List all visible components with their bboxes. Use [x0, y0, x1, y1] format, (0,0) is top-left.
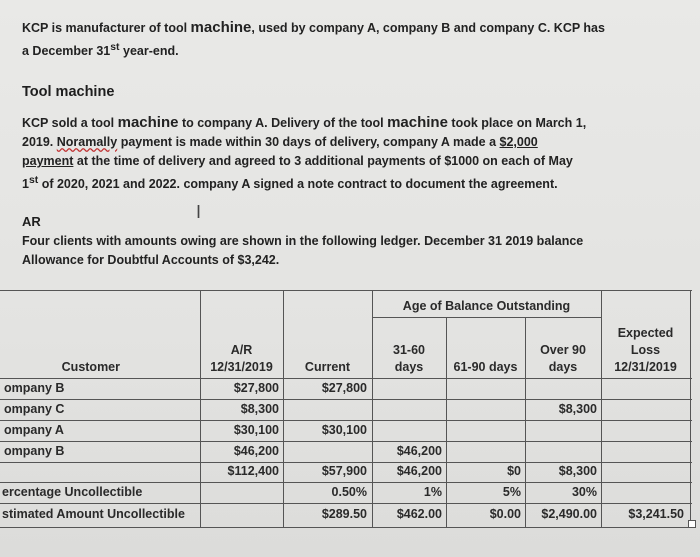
tm-underlined-text: payment — [22, 154, 74, 168]
est-expected-loss: $3,241.50 — [628, 507, 684, 521]
est-current: $289.50 — [321, 507, 367, 521]
header-line: A/R — [230, 343, 253, 357]
tm-text: machine — [387, 114, 448, 131]
grid-line — [690, 291, 691, 528]
resize-handle[interactable] — [688, 520, 696, 528]
customer-cell: ompany B — [4, 381, 65, 395]
header-line: Expected — [617, 326, 674, 340]
customer-cell: ompany B — [4, 444, 65, 458]
grid-line — [0, 503, 692, 504]
tm-text: 1 — [22, 177, 29, 192]
grid-line — [0, 420, 692, 421]
customer-cell: ompany C — [4, 402, 65, 416]
total-current: $57,900 — [321, 464, 367, 478]
tm-text: at the time of delivery and agreed to 3 additional payments of $1000 on each of May — [73, 154, 573, 168]
est-over-90: $2,490.00 — [541, 507, 597, 521]
intro-text: year-end. — [119, 44, 179, 59]
ar-text: Allowance for Doubtful Accounts of $3,242. — [22, 253, 280, 267]
tm-sup: st — [28, 175, 39, 186]
tm-text: took place on March 1, — [447, 116, 587, 130]
header-line: Loss — [630, 343, 661, 357]
ar-cell: $46,200 — [233, 444, 279, 458]
tool-machine-heading: Tool machine — [22, 84, 115, 100]
tm-underlined-text: $2,000 — [499, 135, 538, 149]
grid-line — [0, 441, 692, 442]
current-cell: $27,800 — [321, 381, 367, 395]
grid-line — [0, 399, 692, 400]
ar-paragraph — [22, 232, 662, 270]
age-group-header: Age of Balance Outstanding — [402, 299, 571, 313]
total-31-60: $46,200 — [396, 464, 442, 478]
intro-sup: st — [110, 42, 120, 53]
tm-text: to company A. Delivery of the tool — [178, 116, 388, 130]
ar-heading: AR — [22, 214, 41, 229]
pct-current: 0.50% — [331, 485, 367, 499]
grid-line — [0, 482, 692, 483]
tool-machine-paragraph — [22, 113, 662, 194]
tm-text: KCP sold a tool — [22, 116, 118, 130]
total-ar: $112,400 — [227, 464, 279, 478]
ar-cell: $30,100 — [233, 423, 279, 437]
current-header: Current — [304, 360, 351, 374]
grid-line — [0, 527, 692, 528]
header-line: 12/31/2019 — [210, 360, 273, 374]
days-31-60-cell: $46,200 — [396, 444, 442, 458]
customer-cell: ompany A — [4, 423, 64, 437]
tm-text: payment is made within 30 days of delivery, company A made a — [117, 135, 500, 149]
est-uncollectible-label: stimated Amount Uncollectible — [2, 507, 185, 521]
intro-text: , used by company A, company B and company C. KCP has — [251, 21, 605, 35]
expected-loss-header — [601, 325, 690, 376]
ar-text: Four clients with amounts owing are shown in the following ledger. December 31 2019 balance — [22, 234, 584, 248]
header-line: 31-60 — [393, 343, 425, 357]
grid-line — [0, 378, 692, 379]
grid-line — [372, 317, 601, 318]
total-over-90: $8,300 — [558, 464, 597, 478]
current-cell: $30,100 — [321, 423, 367, 437]
est-31-60: $462.00 — [396, 507, 442, 521]
tm-text: machine — [117, 114, 179, 131]
est-61-90: $0.00 — [489, 507, 521, 521]
ar-header — [200, 342, 283, 376]
intro-paragraph — [22, 18, 682, 61]
days-61-90-header: 61-90 days — [453, 360, 518, 374]
header-line: Over 90 — [540, 343, 586, 357]
customer-header: Customer — [61, 360, 120, 374]
days-31-60-header — [372, 342, 446, 376]
intro-text: machine — [190, 19, 252, 36]
over-90-cell: $8,300 — [558, 402, 597, 416]
pct-31-60: 1% — [423, 485, 442, 499]
header-line: 12/31/2019 — [614, 360, 677, 374]
header-line: days — [548, 360, 578, 374]
intro-text: KCP is manufacturer of tool — [22, 21, 191, 35]
tm-text: of 2020, 2021 and 2022. company A signed a note contract to document the agreement. — [38, 177, 558, 192]
header-line: days — [394, 360, 424, 374]
over-90-header — [525, 342, 601, 376]
total-61-90: $0 — [507, 464, 521, 478]
pct-over-90: 30% — [571, 485, 597, 499]
tm-text: 2019. — [22, 135, 57, 149]
ar-cell: $8,300 — [240, 402, 279, 416]
intro-text: a December 31 — [22, 44, 111, 59]
pct-61-90: 5% — [502, 485, 521, 499]
misspelled-word[interactable]: Noramally — [56, 135, 118, 149]
ar-cell: $27,800 — [233, 381, 279, 395]
text-cursor-icon: I — [196, 202, 202, 222]
pct-uncollectible-label: ercentage Uncollectible — [2, 485, 143, 499]
aging-ledger-table — [0, 290, 692, 528]
